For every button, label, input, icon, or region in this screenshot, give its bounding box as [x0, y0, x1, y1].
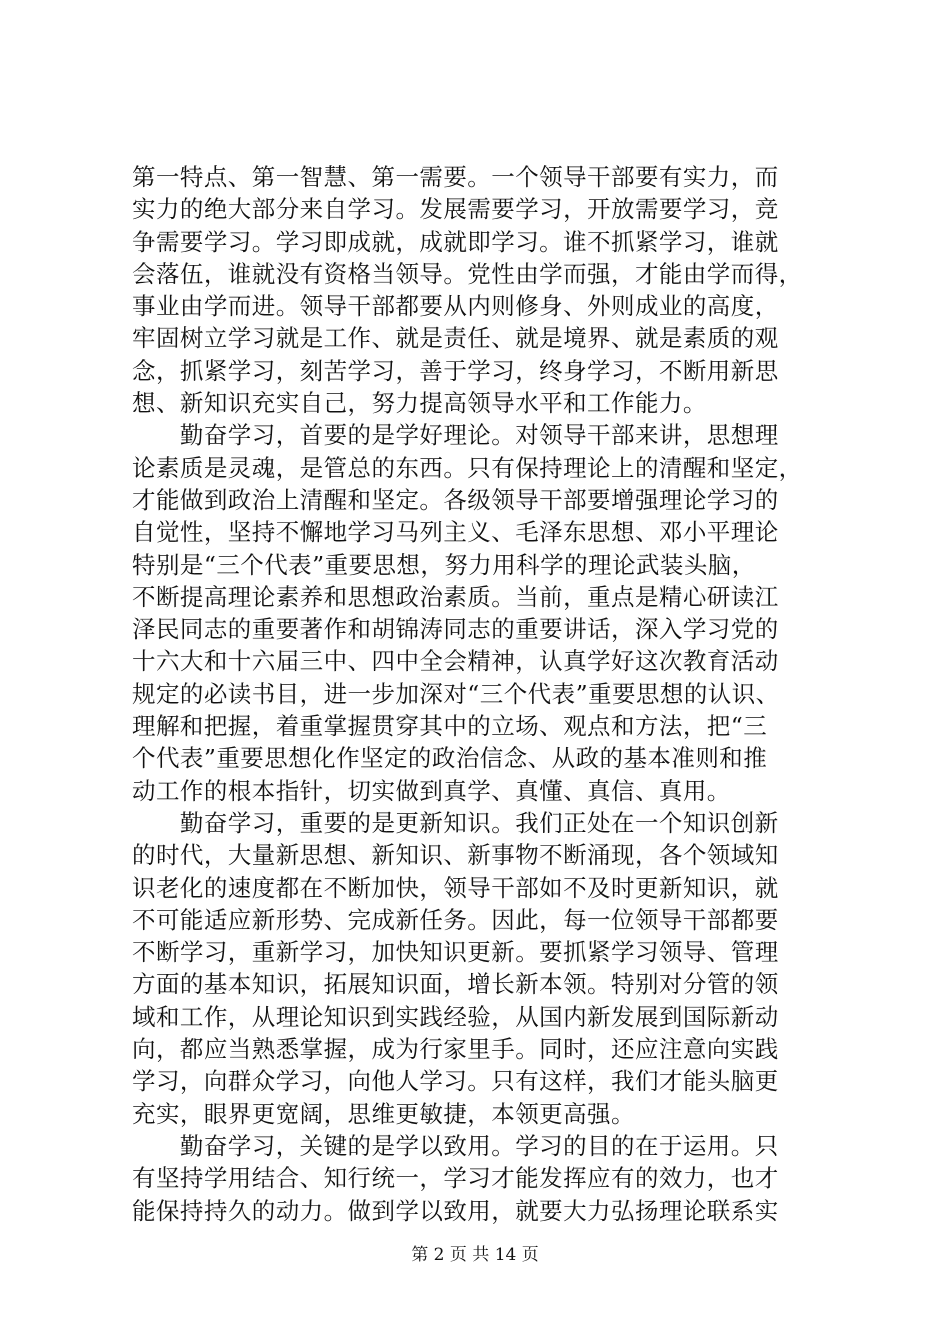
text-line: 勤奋学习，重要的是更新知识。我们正处在一个知识创新: [132, 808, 779, 837]
text-line: 的时代，大量新思想、新知识、新事物不断涌现，各个领域知: [132, 841, 779, 870]
text-line: 念，抓紧学习，刻苦学习，善于学习，终身学习，不断用新思: [132, 356, 779, 385]
body-text: [132, 161, 832, 1227]
text-line: 第一特点、第一智慧、第一需要。一个领导干部要有实力，而: [132, 163, 779, 191]
text-line: 事业由学而进。领导干部都要从内则修身、外则成业的高度，: [132, 292, 779, 321]
text-line: 有坚持学用结合、知行统一，学习才能发挥应有的效力，也才: [132, 1164, 779, 1193]
text-line: 个代表”重要思想化作坚定的政治信念、从政的基本准则和推: [132, 744, 768, 773]
text-line: 向，都应当熟悉掌握，成为行家里手。同时，还应注意向实践: [132, 1035, 779, 1064]
text-line: 不可能适应新形势、完成新任务。因此，每一位领导干部都要: [132, 905, 779, 934]
text-line: 泽民同志的重要著作和胡锦涛同志的重要讲话，深入学习党的: [132, 615, 779, 644]
text-line: 特别是“三个代表”重要思想，努力用科学的理论武装头脑，: [132, 550, 756, 579]
text-line: 实力的绝大部分来自学习。发展需要学习，开放需要学习，竞: [132, 195, 779, 224]
text-line: 十六大和十六届三中、四中全会精神，认真学好这次教育活动: [132, 647, 779, 676]
text-line: 识老化的速度都在不断加快，领导干部如不及时更新知识，就: [132, 873, 779, 902]
text-line: 不断学习，重新学习，加快知识更新。要抓紧学习领导、管理: [132, 938, 779, 967]
page-footer: [0, 1240, 950, 1265]
text-line: 勤奋学习，首要的是学好理论。对领导干部来讲，思想理: [132, 421, 779, 450]
page-number: 第 2 页 共 14 页: [411, 1245, 539, 1265]
text-line: 自觉性，坚持不懈地学习马列主义、毛泽东思想、邓小平理论: [132, 518, 779, 547]
text-line: 充实，眼界更宽阔，思维更敏捷，本领更高强。: [132, 1099, 635, 1128]
text-line: 规定的必读书目，进一步加深对“三个代表”重要思想的认识、: [132, 679, 780, 708]
text-line: 牢固树立学习就是工作、就是责任、就是境界、就是素质的观: [132, 324, 779, 353]
text-line: 才能做到政治上清醒和坚定。各级领导干部要增强理论学习的: [132, 485, 779, 514]
text-line: 域和工作，从理论知识到实践经验，从国内新发展到国际新动: [132, 1002, 779, 1031]
text-line: 勤奋学习，关键的是学以致用。学习的目的在于运用。只: [132, 1131, 779, 1160]
text-line: 想、新知识充实自己，努力提高领导水平和工作能力。: [132, 389, 707, 418]
text-line: 会落伍，谁就没有资格当领导。党性由学而强，才能由学而得，: [132, 259, 803, 288]
text-line: 动工作的根本指针，切实做到真学、真懂、真信、真用。: [132, 776, 731, 805]
text-line: 论素质是灵魂，是管总的东西。只有保持理论上的清醒和坚定，: [132, 453, 803, 482]
text-line: 争需要学习。学习即成就，成就即学习。谁不抓紧学习，谁就: [132, 227, 779, 256]
text-line: 理解和把握，着重掌握贯穿其中的立场、观点和方法，把“三: [132, 712, 768, 741]
text-line: 不断提高理论素养和思想政治素质。当前，重点是精心研读江: [132, 582, 779, 611]
text-line: 能保持持久的动力。做到学以致用，就要大力弘扬理论联系实: [132, 1196, 779, 1225]
text-line: 方面的基本知识，拓展知识面，增长新本领。特别对分管的领: [132, 970, 779, 999]
text-line: 学习，向群众学习，向他人学习。只有这样，我们才能头脑更: [132, 1067, 779, 1096]
